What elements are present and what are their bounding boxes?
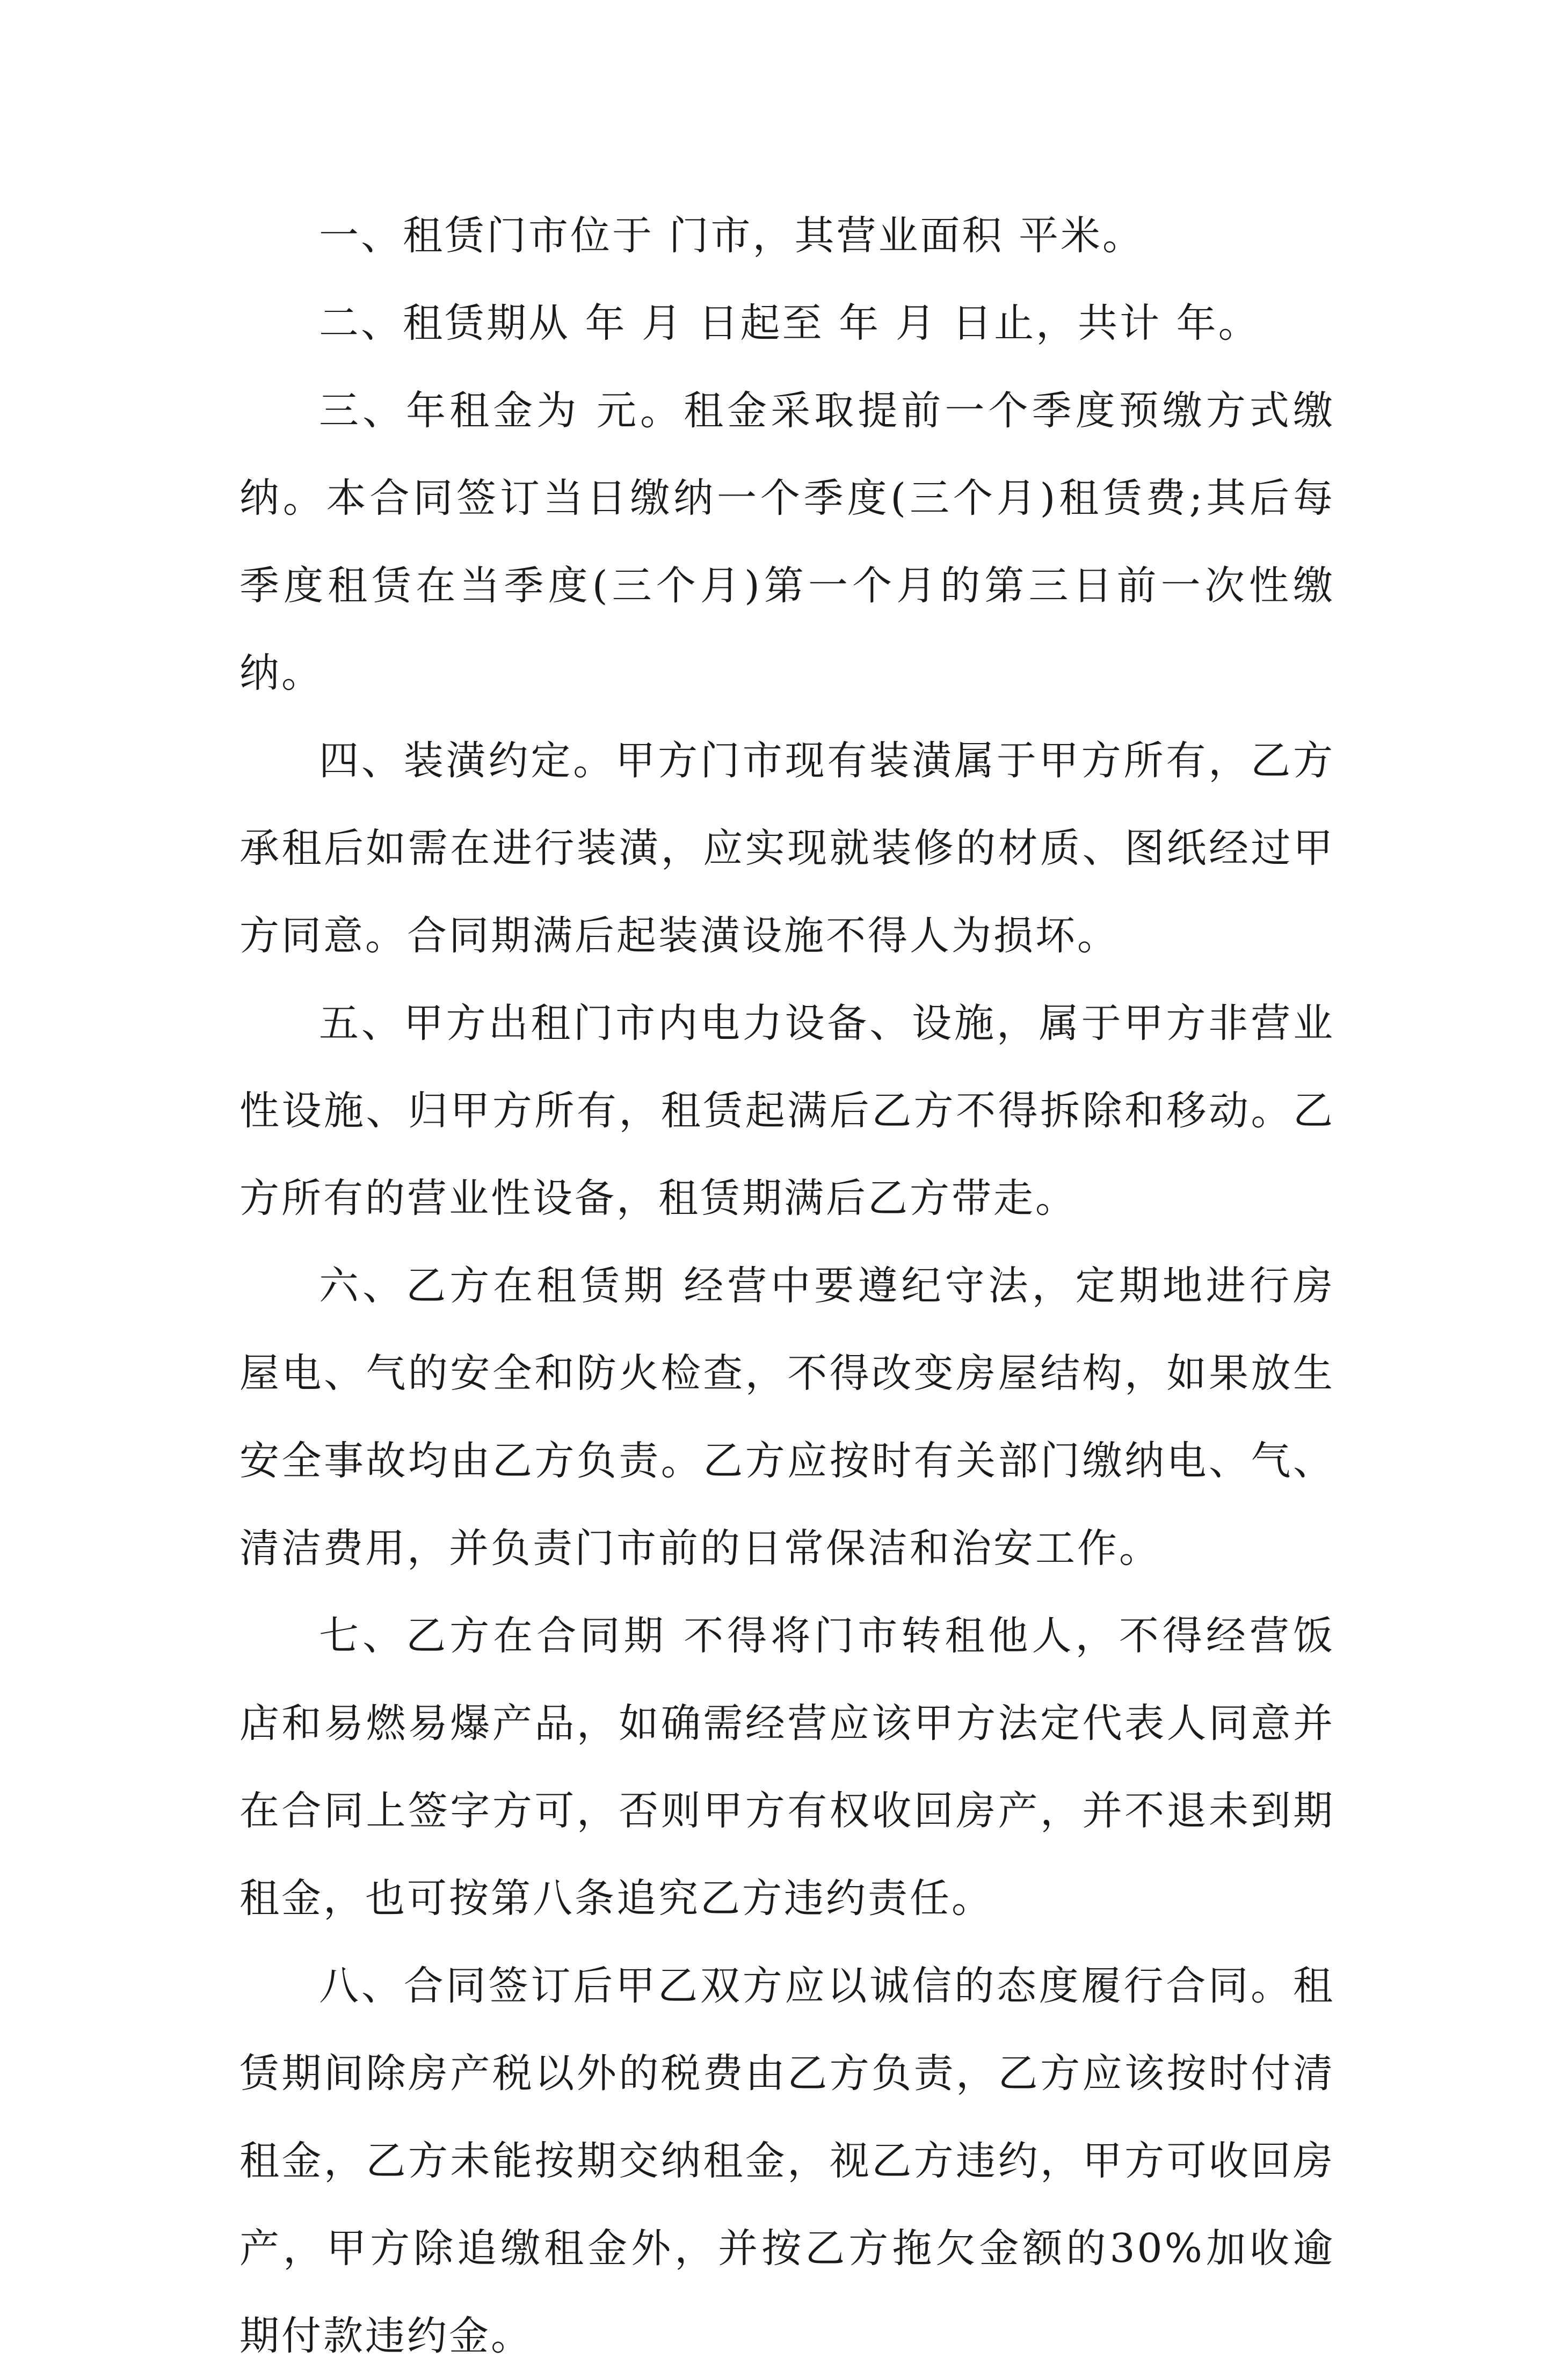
clause-4-paragraph: 四、装潢约定。甲方门市现有装潢属于甲方所有，乙方承租后如需在进行装潢，应实现就装修的材质、图纸经过甲方同意。合同期满后起装潢设施不得人为损坏。	[239, 738, 1335, 959]
clause-5-paragraph: 五、甲方出租门市内电力设备、设施，属于甲方非营业性设施、归甲方所有，租赁起满后乙方不得拆除和移动。乙方所有的营业性设备，租赁期满后乙方带走。	[239, 1000, 1335, 1221]
clause-6-paragraph: 六、乙方在租赁期 经营中要遵纪守法，定期地进行房屋电、气的安全和防火检查，不得改变房屋结构，如果放生安全事故均由乙方负责。乙方应按时有关部门缴纳电、气、清洁费用，并负责门市前的日常保洁和治安工作。	[239, 1263, 1335, 1571]
clause-7-paragraph: 七、乙方在合同期 不得将门市转租他人，不得经营饭店和易燃易爆产品，如确需经营应该甲方法定代表人同意并在合同上签字方可，否则甲方有权收回房产，并不退未到期租金，也可按第八条追究乙方违约责任。	[239, 1613, 1335, 1922]
clause-8-paragraph: 八、合同签订后甲乙双方应以诚信的态度履行合同。租赁期间除房产税以外的税费由乙方负责，乙方应该按时付清租金，乙方未能按期交纳租金，视乙方违约，甲方可收回房产，甲方除追缴租金外，并按乙方拖欠金额的30%加收逾期付款违约金。	[239, 1963, 1335, 2359]
clause-3-paragraph: 三、年租金为 元。租金采取提前一个季度预缴方式缴纳。本合同签订当日缴纳一个季度(三个月)租赁费;其后每季度租赁在当季度(三个月)第一个月的第三日前一次性缴纳。	[239, 388, 1335, 696]
clause-2-paragraph: 二、租赁期从 年 月 日起至 年 月 日止，共计 年。	[319, 300, 1260, 346]
clause-1-paragraph: 一、租赁门市位于 门市，其营业面积 平米。	[319, 213, 1145, 259]
contract-body	[239, 192, 1335, 2380]
